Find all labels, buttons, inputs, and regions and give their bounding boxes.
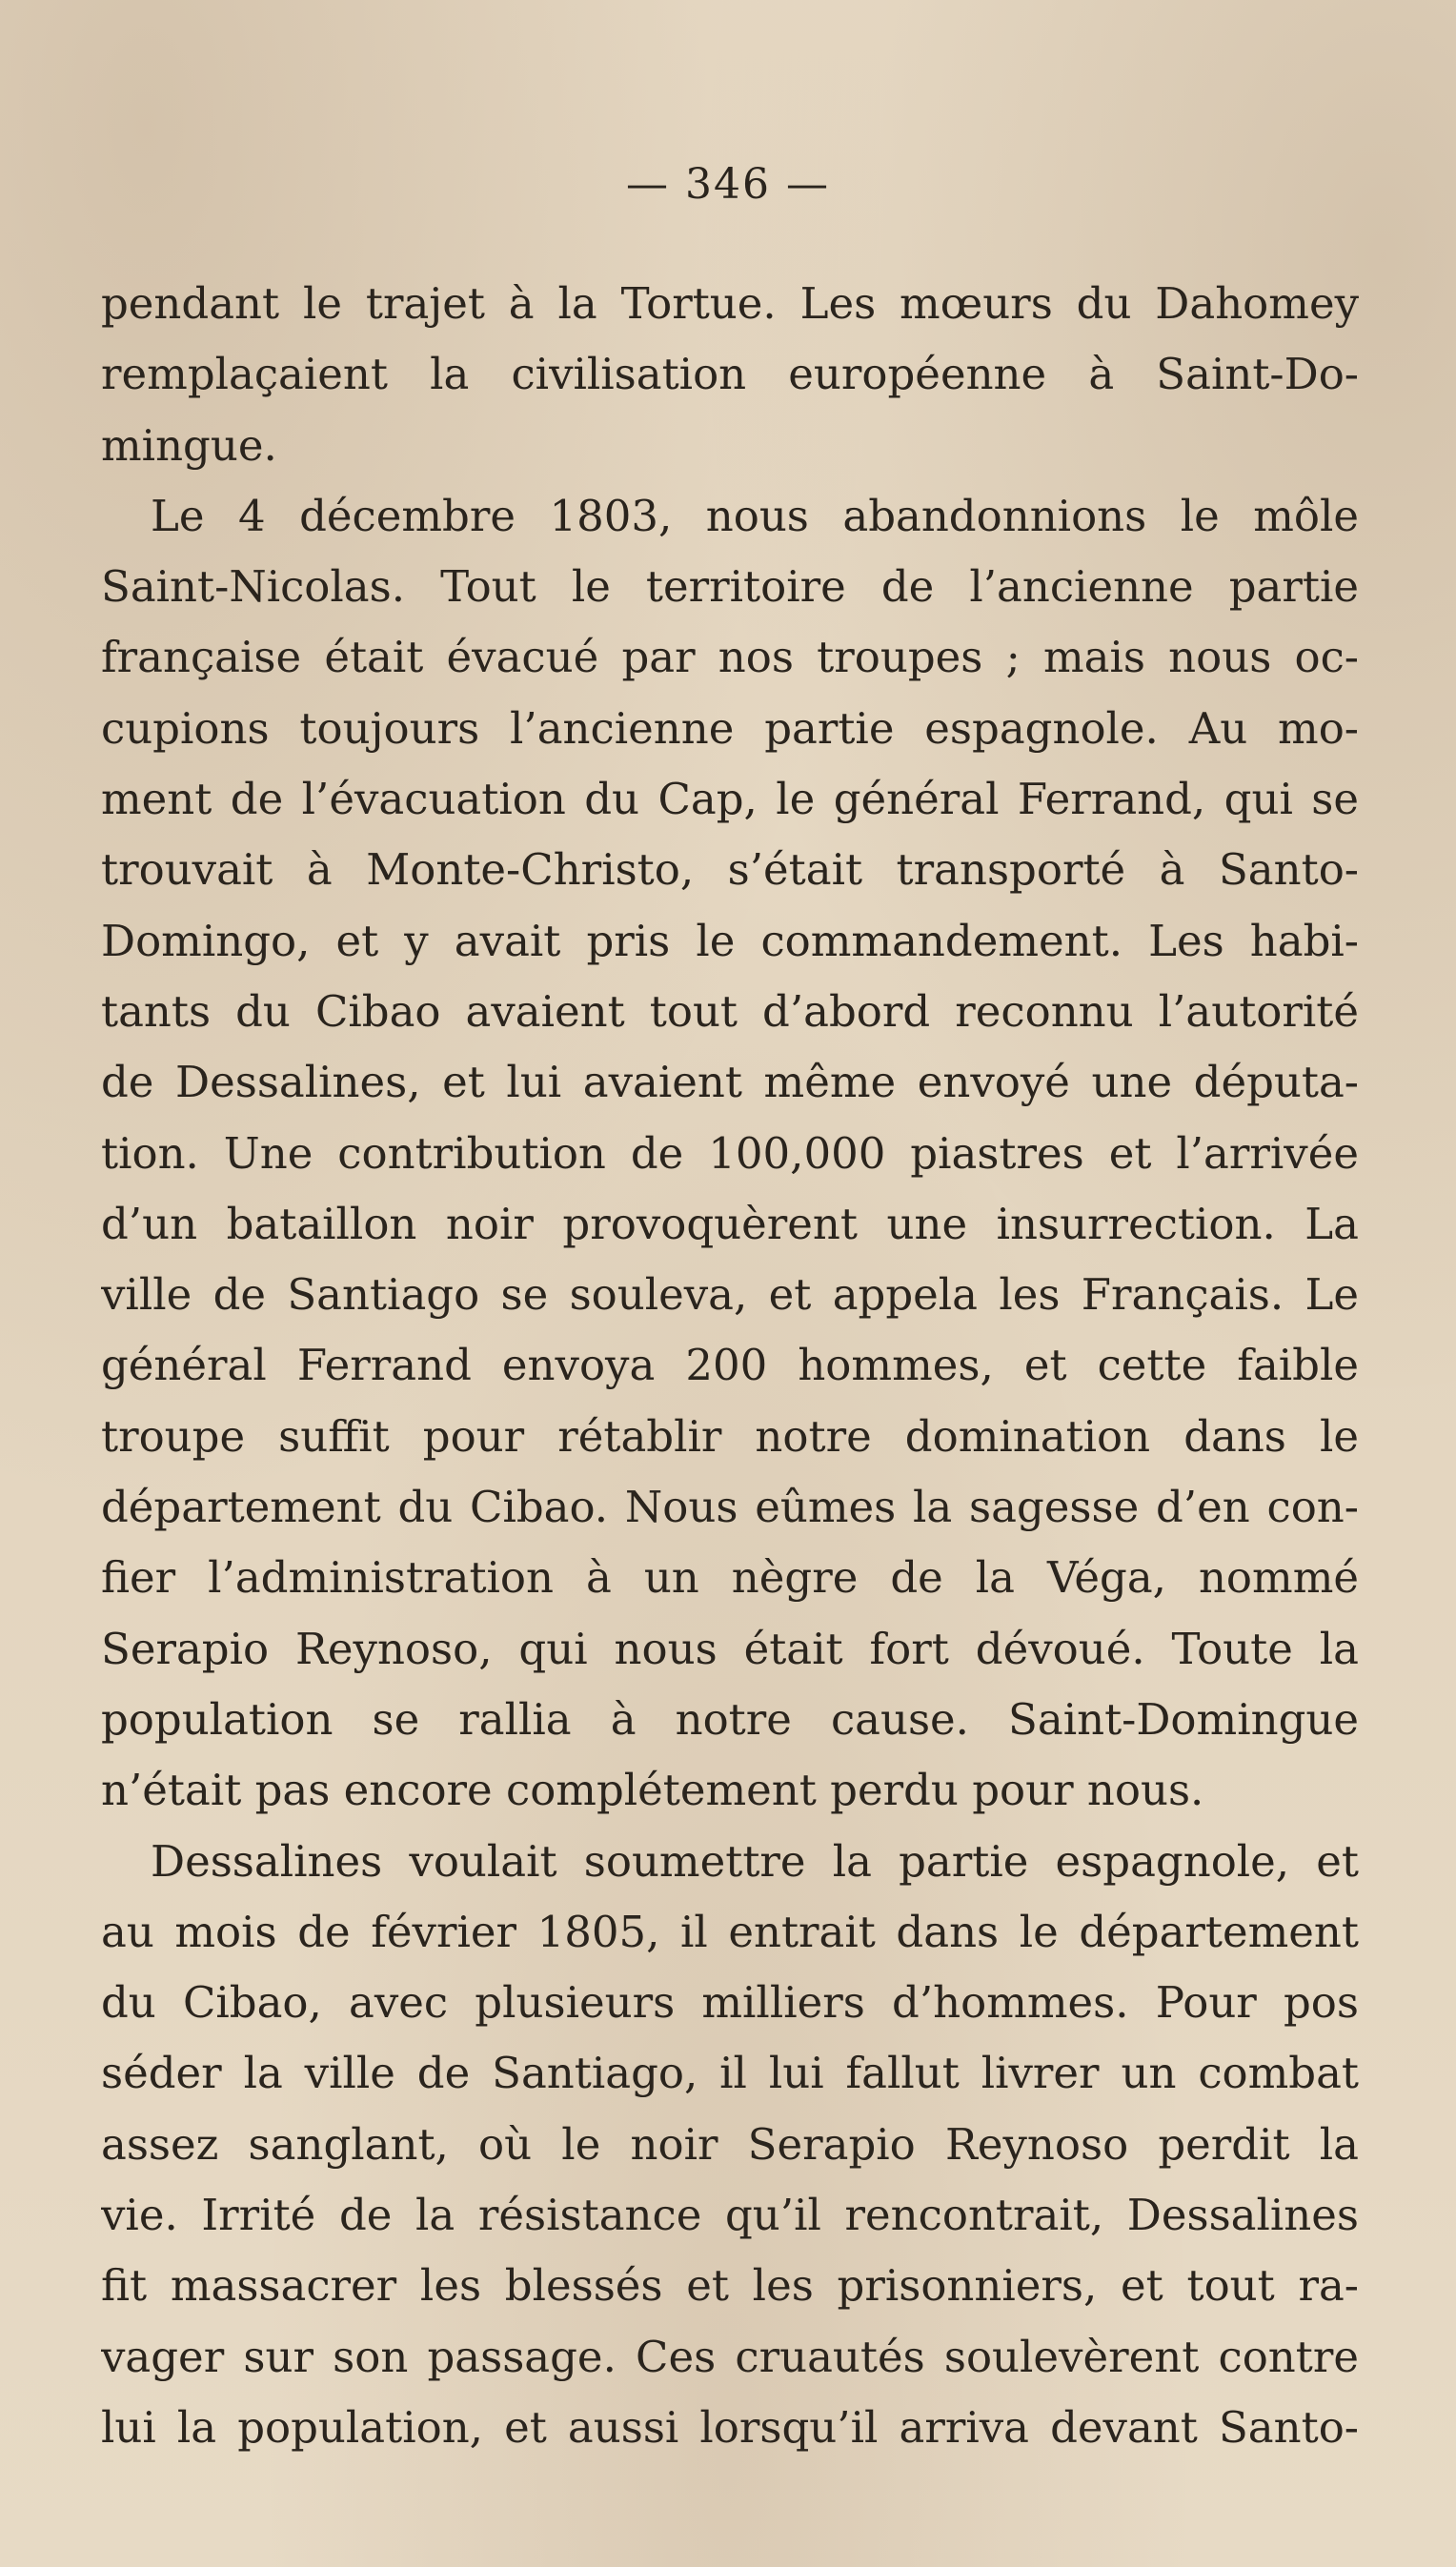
page-number: — 346 — (626, 160, 830, 209)
text-line: Domingo, et y avait pris le commandement. Les habi- (101, 915, 1359, 966)
text-line: Le 4 décembre 1803, nous abandonnions le môle (151, 490, 1359, 541)
text-line: ment de l’évacuation du Cap, le général Ferrand, qui se (101, 774, 1359, 825)
text-line: Dessalines voulait soumettre la partie espagnole, et (151, 1835, 1359, 1887)
text-line: pendant le trajet à la Tortue. Les mœurs du Dahomey (101, 278, 1359, 329)
text-line: département du Cibao. Nous eûmes la sagesse d’en con- (101, 1482, 1359, 1533)
text-line: Saint-Nicolas. Tout le territoire de l’ancienne partie (101, 561, 1359, 613)
text-line: fit massacrer les blessés et les prisonniers, et tout ra- (101, 2260, 1359, 2312)
text-line: vager sur son passage. Ces cruautés soulevèrent contre (101, 2331, 1359, 2382)
body-text (101, 269, 1359, 2463)
text-line: trouvait à Monte-Christo, s’était transporté à Santo- (101, 844, 1359, 896)
text-line: de Dessalines, et lui avaient même envoyé une députa- (101, 1057, 1359, 1108)
text-line: tion. Une contribution de 100,000 piastres et l’arrivée (101, 1127, 1359, 1179)
text-line: remplaçaient la civilisation européenne à Saint-Do- (101, 349, 1359, 400)
text-line: d’un bataillon noir provoquèrent une insurrection. La (101, 1198, 1359, 1249)
text-line: vie. Irrité de la résistance qu’il rencontrait, Dessalines (101, 2190, 1359, 2241)
text-line: mingue. (101, 419, 277, 471)
text-line: lui la population, et aussi lorsqu’il arriva devant Santo- (101, 2401, 1359, 2453)
text-line: au mois de février 1805, il entrait dans le département (101, 1906, 1359, 1957)
text-line: troupe suffit pour rétablir notre domination dans le (101, 1410, 1359, 1462)
text-line: séder la ville de Santiago, il lui fallut livrer un combat (101, 2048, 1359, 2099)
text-line: française était évacué par nos troupes ; mais nous oc- (101, 632, 1359, 683)
text-line: général Ferrand envoya 200 hommes, et cette faible (101, 1340, 1359, 1391)
text-line: Serapio Reynoso, qui nous était fort dévoué. Toute la (101, 1623, 1359, 1674)
text-line: population se rallia à notre cause. Saint-Domingue (101, 1693, 1359, 1745)
text-line: assez sanglant, où le noir Serapio Reynoso perdit la (101, 2118, 1359, 2170)
text-line: cupions toujours l’ancienne partie espagnole. Au mo- (101, 702, 1359, 754)
text-line: fier l’administration à un nègre de la Véga, nommé (101, 1552, 1359, 1604)
text-line: n’était pas encore complétement perdu pour nous. (101, 1765, 1204, 1816)
text-line: tants du Cibao avaient tout d’abord reconnu l’autorité (101, 985, 1359, 1037)
text-line: ville de Santiago se souleva, et appela les Français. Le (101, 1269, 1359, 1321)
text-line: du Cibao, avec plusieurs milliers d’hommes. Pour pos (101, 1977, 1359, 2029)
